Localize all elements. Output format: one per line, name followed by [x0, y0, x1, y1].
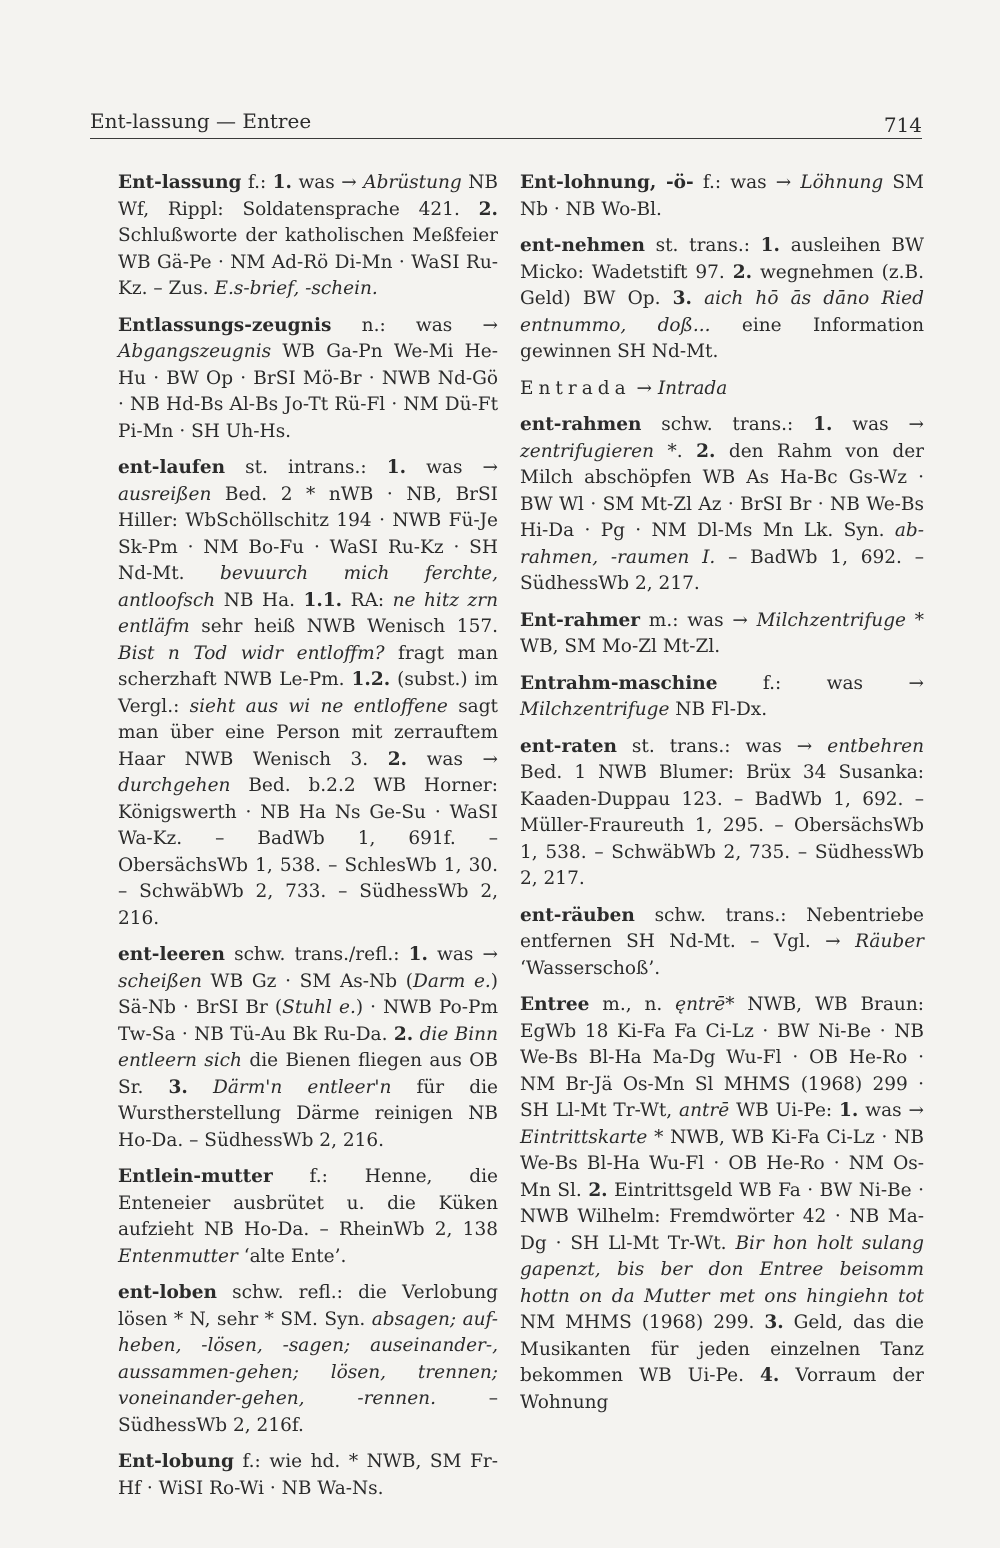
- entry-text-segment: ausreißen: [118, 483, 212, 505]
- entry-text-segment: Därm'n entleer'n: [213, 1076, 392, 1098]
- dictionary-entry: [118, 170, 498, 303]
- entry-headword: ent-raten: [520, 735, 617, 757]
- entry-text-segment: wegnehmen (z.B. Geld) BW Op.: [520, 261, 924, 309]
- entry-text-segment: schw. trans.: Nebentriebe entfernen SH Nd-Mt. – Vgl. →: [520, 904, 924, 952]
- dictionary-entry: [520, 671, 924, 724]
- dictionary-entry: [520, 170, 924, 223]
- entry-text-segment: m.: was →: [640, 609, 757, 631]
- entry-text-segment: st. trans.:: [644, 235, 761, 256]
- entry-text-segment: aich hō ās dāno Ried entnummo, doß...: [520, 288, 924, 336]
- left-column: [118, 170, 498, 1512]
- entry-text-segment: die Binn entleern sich: [118, 1023, 498, 1071]
- entry-text-segment: f.: was →: [717, 672, 924, 694]
- entry-text-segment: 1.: [813, 414, 833, 435]
- entry-headword: Entlassungs-zeugnis: [118, 314, 332, 336]
- dictionary-entry: [520, 903, 924, 983]
- entry-text-segment: ‘alte Ente’.: [237, 1245, 347, 1267]
- header-title: Ent-lassung — Entree: [90, 109, 312, 133]
- entry-text-segment: f.: was →: [693, 172, 801, 193]
- entry-text-segment: 3.: [168, 1076, 188, 1098]
- entry-text-segment: was →: [427, 944, 498, 965]
- entry-text-segment: [692, 288, 704, 309]
- entry-text-segment: m., n.: [589, 994, 676, 1015]
- entry-text-segment: schw. refl.: die Verlobung lösen * N, sehr * SM. Syn.: [118, 1282, 498, 1330]
- entry-text-segment: Bir hon holt sulang gapenzt, bis ber don Entree beisomm hottn on da Mutter met ons hingiehn tot: [520, 1232, 924, 1307]
- entry-text-segment: *.: [653, 440, 697, 462]
- dictionary-entry: [118, 313, 498, 446]
- entry-text-segment: ) · NWB Po-Pm Tw-Sa · NB Tü-Au Bk Ru-Da.: [118, 997, 498, 1045]
- entry-text-segment: E.s-brief, -schein.: [214, 278, 378, 299]
- entry-text-segment: 3.: [672, 288, 692, 309]
- entry-text-segment: durchgehen: [118, 775, 231, 796]
- entry-text-segment: Löhnung: [800, 172, 884, 193]
- dictionary-entry: [520, 992, 924, 1416]
- entry-headword: ent-rahmen: [520, 414, 642, 435]
- entry-text-segment: 2.: [696, 440, 716, 462]
- entry-text-segment: 2.: [393, 1023, 414, 1045]
- entry-text-segment: – SüdhessWb 2, 216f.: [118, 1388, 498, 1436]
- entry-text-segment: ne hitz zrn entläfm: [118, 589, 498, 637]
- entry-text-segment: antrē: [679, 1100, 730, 1121]
- entry-text-segment: st. intrans.:: [225, 457, 387, 478]
- entry-text-segment: 1.: [386, 457, 407, 478]
- entry-text-segment: Vorraum der Wohnung: [520, 1365, 924, 1413]
- entry-text-segment: schw. trans./refl.:: [224, 944, 409, 965]
- entry-text-segment: Eintrittskarte: [520, 1126, 648, 1148]
- entry-text-segment: f.: wie hd. * NWB, SM Fr-Hf · WiSI Ro-Wi · NB Wa-Ns.: [118, 1451, 498, 1499]
- entry-text-segment: entbehren: [827, 735, 924, 757]
- entry-text-segment: eine Information gewinnen SH Nd-Mt.: [520, 314, 924, 362]
- entry-text-segment: 1.: [272, 172, 292, 193]
- entry-text-segment: [188, 1077, 213, 1098]
- entry-headword: Ent-lassung: [118, 172, 242, 193]
- entry-text-segment: 2.: [478, 198, 498, 220]
- entry-text-segment: ) Sä-Nb · BrSI Br (: [118, 970, 498, 1018]
- entry-text-segment: sehr heiß NWB Wenisch 157.: [189, 616, 498, 637]
- entry-text-segment: Intrada: [657, 377, 728, 399]
- entry-headword: ent-leeren: [118, 944, 225, 965]
- entry-text-segment: WB Ui-Pe:: [729, 1100, 840, 1121]
- entry-text-segment: ‘Wasserschoß’.: [520, 957, 661, 979]
- entry-text-segment: →: [630, 377, 658, 399]
- entry-text-segment: bevuurch mich ferchte, antloofsch: [118, 563, 499, 611]
- entry-headword: ent-laufen: [118, 457, 226, 478]
- entry-text-segment: Geld, das die Musikanten für jeden einzelnen Tanz bekommen WB Ui-Pe.: [520, 1312, 924, 1386]
- entry-text-segment: Milchzentrifuge: [756, 609, 906, 631]
- entry-text-segment: den Rahm von der Milch abschöpfen WB As Ha-Bc Gs-Wz · BW Wl · SM Mt-Zl Az · BrSI Br · NB We-Bs Hi-Da · Pg · NM Dl-Ms Mn Lk. Syn.: [520, 440, 924, 541]
- entry-text-segment: NB Fl-Dx.: [669, 699, 768, 720]
- entry-text-segment: Bed. 1 NWB Blumer: Brüx 34 Susanka: Kaaden-Duppau 123. – BadWb 1, 692. – Müller-Fraureuth 1, 295. – ObersächsWb 1, 538. – SchwäbWb 2, 735. – SüdhessWb 2, 217.: [520, 762, 924, 889]
- entry-headword: Entlein-mutter: [118, 1166, 273, 1187]
- entry-text-segment: WB Gz · SM As-Nb (: [201, 970, 413, 992]
- dictionary-entry: [520, 412, 924, 598]
- entry-text-segment: 2.: [588, 1179, 608, 1201]
- entry-text-segment: was →: [832, 414, 924, 435]
- entry-text-segment: 1.1.: [303, 589, 343, 611]
- entry-text-segment: Schlußworte der katholischen Meßfeier WB Gä-Pe · NM Ad-Rö Di-Mn · WaSI Ru-Kz. – Zus.: [118, 225, 498, 299]
- entry-headword: Entree: [520, 994, 590, 1015]
- entry-headword: ent-loben: [118, 1282, 217, 1303]
- dictionary-entry: [118, 942, 498, 1154]
- entry-text-segment: fragt man scherzhaft NWB Le-Pm.: [118, 642, 499, 690]
- entry-headword: ent-nehmen: [520, 235, 645, 256]
- entry-text-segment: Bist n Tod widr entloffm?: [118, 642, 385, 664]
- entry-text-segment: Darm e.: [413, 970, 491, 992]
- entry-text-segment: was →: [406, 457, 498, 478]
- entry-text-segment: Räuber: [855, 931, 924, 952]
- entry-text-segment: * NWB, WB Braun: EgWb 18 Ki-Fa Fa Ci-Lz · BW Ni-Be · NB We-Bs Bl-Ha Ma-Dg Wu-Fl · OB He-Ro · NM Br-Jä Os-Mn Sl MHMS (1968) 299 · SH Ll-Mt Tr-Wt,: [520, 994, 924, 1121]
- entry-text-segment: 1.2.: [351, 669, 391, 690]
- entry-text-segment: f.: Henne, die Enteneier ausbrütet u. die Küken aufzieht NB Ho-Da. – RheinWb 2, 138: [118, 1166, 498, 1240]
- dictionary-entry: [520, 734, 924, 893]
- entry-text-segment: was →: [292, 172, 364, 193]
- entry-text-segment: Abgangszeugnis: [118, 341, 272, 362]
- entry-text-segment: NM MHMS (1968) 299.: [520, 1312, 765, 1333]
- right-column: [520, 170, 924, 1426]
- entry-text-segment: n.: was →: [331, 314, 498, 336]
- entry-text-segment: was →: [407, 748, 498, 770]
- entry-text-segment: ausleihen BW Micko: Wadetstift 97.: [520, 235, 925, 283]
- entry-text-segment: scheißen: [118, 970, 202, 992]
- entry-text-segment: die Bienen fliegen aus OB Sr.: [118, 1050, 498, 1098]
- entry-text-segment: Bed. b.2.2 WB Horner: Königswerth · NB Ha Ns Ge-Su · WaSI Wa-Kz. – BadWb 1, 691f. – ObersächsWb 1, 538. – SchlesWb 1, 30. – SchwäbWb 2, 733. – SüdhessWb 2, 216.: [118, 775, 498, 929]
- dictionary-entry: [118, 1164, 498, 1270]
- dictionary-entry: [118, 455, 498, 932]
- entry-text-segment: ęntrē: [675, 994, 726, 1015]
- entry-text-segment: Entrada: [520, 377, 631, 399]
- entry-text-segment: RA:: [342, 589, 393, 611]
- entry-text-segment: 3.: [764, 1312, 784, 1333]
- entry-text-segment: absagen; auf-heben, -lösen, -sagen; auseinander-, aussammen-gehen; lösen, trennen; voneinander-gehen, -rennen.: [118, 1308, 498, 1409]
- entry-text-segment: zentrifugieren: [520, 440, 654, 462]
- entry-text-segment: 1.: [408, 944, 428, 965]
- entry-text-segment: NB Wf, Rippl: Soldatensprache 421.: [118, 172, 498, 220]
- entry-text-segment: NB Ha.: [215, 589, 304, 611]
- entry-text-segment: * WB, SM Mo-Zl Mt-Zl.: [520, 609, 924, 657]
- entry-headword: Ent-rahmer: [520, 609, 641, 631]
- entry-text-segment: 4.: [760, 1365, 780, 1386]
- entry-text-segment: f.:: [241, 172, 273, 193]
- entry-text-segment: sieht aus wi ne entloffene: [189, 695, 448, 717]
- dictionary-entry: [520, 376, 924, 403]
- entry-headword: ent-räuben: [520, 904, 635, 926]
- entry-headword: Ent-lobung: [118, 1451, 234, 1472]
- entry-text-segment: (subst.) im Vergl.:: [118, 669, 498, 717]
- entry-text-segment: was →: [858, 1100, 925, 1121]
- entry-text-segment: 2.: [732, 261, 753, 283]
- entry-text-segment: Stuhl e.: [282, 997, 356, 1018]
- entry-text-segment: 1.: [839, 1100, 859, 1121]
- entry-text-segment: Milchzentrifuge: [520, 699, 670, 720]
- entry-headword: Entrahm-maschine: [520, 672, 718, 694]
- entry-text-segment: SM Nb · NB Wo-Bl.: [520, 172, 924, 220]
- dictionary-entry: [520, 608, 924, 661]
- dictionary-entry: [118, 1280, 498, 1439]
- page-number: 714: [883, 113, 922, 137]
- dictionary-entry: [118, 1449, 498, 1502]
- entry-text-segment: für die Wurstherstellung Därme reinigen NB Ho-Da. – SüdhessWb 2, 216.: [118, 1076, 498, 1151]
- entry-text-segment: 2.: [387, 748, 408, 770]
- entry-text-segment: schw. trans.:: [641, 414, 814, 435]
- running-header: [90, 104, 922, 139]
- entry-text-segment: Entenmutter: [118, 1245, 238, 1267]
- entry-text-segment: – BadWb 1, 692. – SüdhessWb 2, 217.: [520, 546, 924, 594]
- dictionary-entry: [520, 233, 924, 366]
- entry-text-segment: Bed. 2 * nWB · NB, BrSI Hiller: WbSchöllschitz 194 · NWB Fü-Je Sk-Pm · NM Bo-Fu · WaSI Ru-Kz · SH Nd-Mt.: [118, 483, 498, 584]
- entry-text-segment: ab-rahmen, -raumen I.: [520, 520, 924, 568]
- entry-text-segment: WB Ga-Pn We-Mi He-Hu · BW Op · BrSI Mö-Br · NWB Nd-Gö · NB Hd-Bs Al-Bs Jo-Tt Rü-Fl · NM Dü-Ft Pi-Mn · SH Uh-Hs.: [118, 341, 498, 442]
- entry-text-segment: Abrüstung: [363, 172, 462, 193]
- entry-text-segment: st. trans.: was →: [616, 735, 828, 757]
- entry-text-segment: Eintrittsgeld WB Fa · BW Ni-Be · NWB Wilhelm: Fremdwörter 42 · NB Ma-Dg · SH Ll-Mt Tr-Wt.: [520, 1179, 924, 1254]
- entry-text-segment: sagt man über eine Person mit zerrauftem Haar NWB Wenisch 3.: [118, 695, 498, 770]
- entry-headword: Ent-lohnung, -ö-: [520, 172, 694, 193]
- entry-text-segment: 1.: [760, 235, 780, 256]
- entry-text-segment: * NWB, WB Ki-Fa Ci-Lz · NB We-Bs Bl-Ha Wu-Fl · OB He-Ro · NM Os-Mn Sl.: [520, 1126, 924, 1201]
